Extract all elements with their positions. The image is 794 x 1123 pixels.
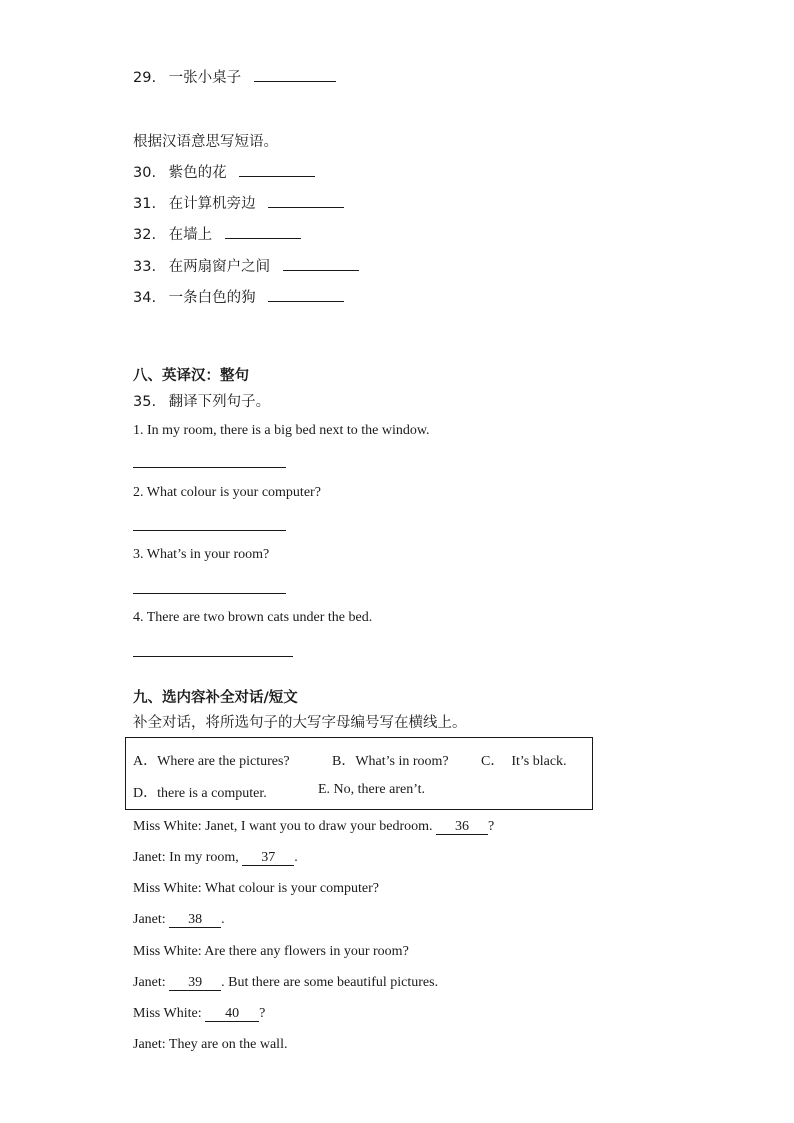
answer-blank[interactable] (268, 193, 344, 208)
question-number: 35. (133, 394, 157, 410)
item-number: 33. (133, 259, 157, 275)
dialogue-text: Janet: In my room, (133, 850, 243, 865)
answer-blank[interactable] (268, 287, 344, 302)
translation-answer-line[interactable] (133, 467, 286, 468)
section-8-title: 八、英译汉：整句 (133, 368, 249, 384)
item-number: 29. (133, 70, 157, 86)
translation-answer-line[interactable] (133, 656, 293, 657)
item-number: 31. (133, 196, 157, 212)
item-number: 32. (133, 227, 157, 243)
option-d: D．there is a computer. (133, 786, 267, 801)
sentence-3: 3. What’s in your room? (133, 547, 270, 562)
dialogue-line-1 (133, 819, 494, 835)
vocab-item-33 (133, 255, 359, 276)
translation-answer-line[interactable] (133, 593, 286, 594)
option-a: A．Where are the pictures? (133, 754, 290, 769)
item-text: 一张小桌子 (168, 70, 242, 86)
dialogue-text: Janet: (133, 975, 170, 990)
dialogue-text: Miss White: (133, 1006, 206, 1021)
dialogue-text: . (221, 912, 225, 927)
translation-answer-line[interactable] (133, 530, 286, 531)
dialogue-line-8: Janet: They are on the wall. (133, 1037, 288, 1052)
dialogue-line-5: Miss White: Are there any flowers in your room? (133, 944, 409, 959)
question-35 (133, 390, 270, 411)
dialogue-text: . But there are some beautiful pictures. (221, 975, 439, 990)
vocab-item-29 (133, 66, 336, 87)
answer-blank-38[interactable]: 38 (169, 913, 221, 928)
section-9-title: 九、选内容补全对话/短文 (133, 690, 298, 706)
item-text: 在两扇窗户之间 (168, 259, 271, 275)
dialogue-line-3: Miss White: What colour is your computer? (133, 881, 379, 896)
dialogue-line-7 (133, 1006, 265, 1022)
answer-blank[interactable] (283, 256, 359, 271)
answer-blank[interactable] (254, 67, 336, 82)
dialogue-text: Miss White: Janet, I want you to draw your bedroom. (133, 819, 437, 834)
item-text: 在计算机旁边 (168, 196, 256, 212)
item-number: 34. (133, 290, 157, 306)
option-b: B．What’s in room? (332, 754, 449, 769)
sentence-1: 1. In my room, there is a big bed next to the window. (133, 423, 430, 438)
vocab-item-34 (133, 286, 344, 307)
item-text: 紫色的花 (168, 165, 227, 181)
answer-blank-40[interactable]: 40 (205, 1007, 259, 1022)
option-e: E. No, there aren’t. (318, 782, 426, 797)
question-text: 翻译下列句子。 (168, 394, 271, 410)
answer-blank-36[interactable]: 36 (436, 820, 488, 835)
section-9-instruction: 补全对话，将所选句子的大写字母编号写在横线上。 (133, 715, 467, 731)
vocab-item-30 (133, 161, 315, 182)
sentence-4: 4. There are two brown cats under the bed. (133, 610, 373, 625)
phrase-instruction: 根据汉语意思写短语。 (133, 134, 278, 150)
item-text: 一条白色的狗 (168, 290, 256, 306)
option-c: C． It’s black. (481, 754, 567, 769)
vocab-item-32 (133, 223, 301, 244)
answer-blank-39[interactable]: 39 (169, 976, 221, 991)
item-number: 30. (133, 165, 157, 181)
dialogue-text: ? (259, 1006, 266, 1021)
answer-blank[interactable] (225, 224, 301, 239)
dialogue-text: ? (488, 819, 495, 834)
dialogue-line-6 (133, 975, 438, 991)
dialogue-line-2 (133, 850, 298, 866)
dialogue-line-4 (133, 912, 225, 928)
answer-blank[interactable] (239, 162, 315, 177)
sentence-2: 2. What colour is your computer? (133, 485, 321, 500)
answer-blank-37[interactable]: 37 (242, 851, 294, 866)
dialogue-text: Janet: (133, 912, 170, 927)
vocab-item-31 (133, 192, 344, 213)
item-text: 在墙上 (168, 227, 213, 243)
dialogue-text: . (294, 850, 298, 865)
